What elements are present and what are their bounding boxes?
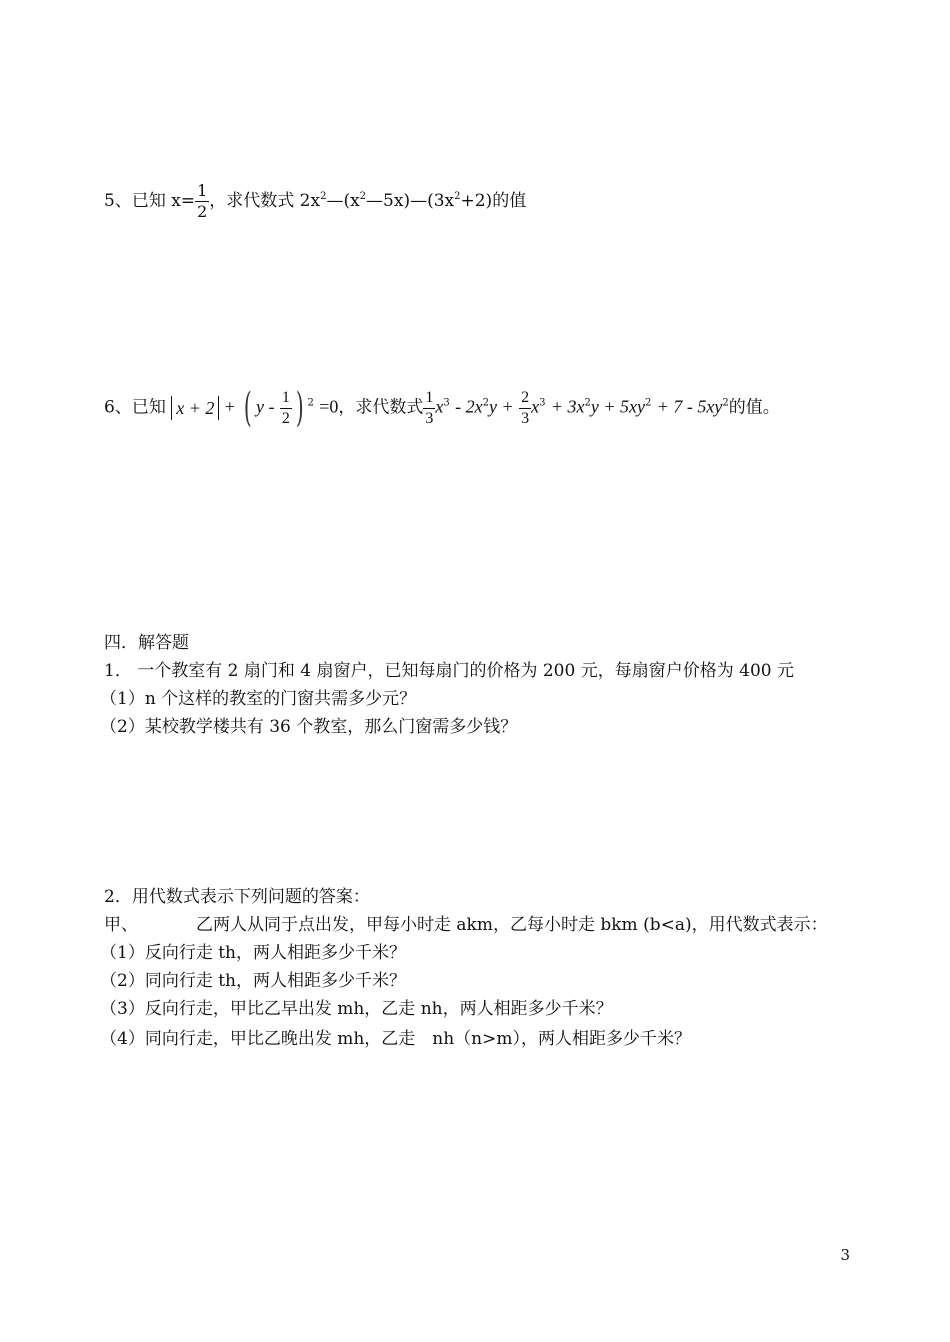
q6-y-minus: y - [255, 396, 275, 417]
q6-t1-den: 3 [425, 409, 434, 427]
q6-t4-exp: 2 [584, 397, 591, 409]
q6-t2-y: y + [489, 396, 514, 417]
problem-2-intro [104, 914, 828, 936]
q5-exp2: 2 [359, 191, 367, 202]
q5-frac-den: 2 [197, 202, 208, 221]
q6-t2-exp: 2 [482, 397, 490, 409]
q6-term3-fraction [519, 389, 531, 428]
right-paren-icon: ) [295, 385, 304, 431]
q6-half-fraction [280, 389, 292, 428]
problem-2-intro-b: 乙两人从同于点出发，甲每小时走 akm，乙每小时走 bkm (b<a)，用代数式表示： [196, 915, 828, 935]
q5-part3: —5x)—(3x [366, 191, 455, 211]
q5-middle: ，求代数式 2x [209, 191, 321, 211]
problem-1: 1． 一个教室有 2 扇门和 4 扇窗户，已知每扇门的价格为 200 元，每扇窗户价格为 400 元 [104, 661, 794, 681]
q6-plus: + [224, 396, 235, 417]
q6-half-den: 2 [281, 409, 290, 427]
q6-t1-num: 1 [425, 388, 434, 406]
problem-2: 2．用代数式表示下列问题的答案： [104, 887, 370, 907]
q5-frac-num: 1 [197, 181, 208, 200]
q5-fraction [195, 182, 209, 221]
q6-abs-value: x + 2 [171, 396, 219, 420]
q6-t5-exp: 2 [645, 397, 652, 409]
problem-1-part-2: （2）某校教学楼共有 36 个教室，那么门窗需多少钱？ [100, 717, 518, 737]
q6-t3-exp: 3 [539, 397, 546, 409]
section-heading: 四．解答题 [104, 633, 189, 653]
q5-exp1: 2 [320, 191, 327, 202]
q6-ask: ，求代数式 [338, 397, 424, 418]
problem-2-part-4: （4）同向行走，甲比乙晚出发 mh，乙走 nh（n>m），两人相距多少千米？ [100, 1029, 691, 1049]
q6-t2: - 2x [455, 396, 483, 417]
q5-exp3: 2 [454, 191, 461, 202]
q6-t3-var: x [531, 396, 540, 417]
q5-part2: —(x [326, 191, 360, 211]
q6-equals: =0 [319, 396, 339, 417]
q6-t1-exp: 3 [443, 397, 450, 409]
q6-t3-num: 2 [521, 388, 530, 406]
page-number: 3 [840, 1246, 850, 1264]
q6-term1-fraction [423, 389, 435, 428]
question-5 [104, 182, 526, 221]
q6-t3-den: 3 [521, 409, 530, 427]
q5-prefix: 5、已知 x= [104, 191, 196, 211]
q6-t6: + 7 - 5xy [656, 396, 723, 417]
q6-t4-y: y + 5xy [590, 396, 645, 417]
problem-2-part-2: （2）同向行走 th，两人相距多少千米？ [100, 971, 406, 991]
left-paren-icon: ( [244, 385, 253, 431]
q6-t1-var: x [435, 396, 444, 417]
q5-part4: +2)的值 [460, 191, 527, 211]
problem-2-part-1: （1）反向行走 th，两人相距多少千米？ [100, 943, 406, 963]
problem-2-part-3: （3）反向行走，甲比乙早出发 mh，乙走 nh，两人相距多少千米？ [100, 999, 613, 1019]
q6-t6-exp: 2 [722, 397, 729, 409]
problem-2-intro-a: 甲、 [104, 915, 138, 935]
problem-1-part-1: （1）n 个这样的教室的门窗共需多少元？ [100, 689, 417, 709]
question-6 [104, 385, 780, 431]
q6-suffix: 的值。 [728, 397, 780, 418]
q6-prefix: 6、已知 [104, 397, 166, 418]
q6-square: 2 [307, 397, 314, 409]
q6-half-num: 1 [281, 388, 290, 406]
q6-t4: + 3x [550, 396, 585, 417]
